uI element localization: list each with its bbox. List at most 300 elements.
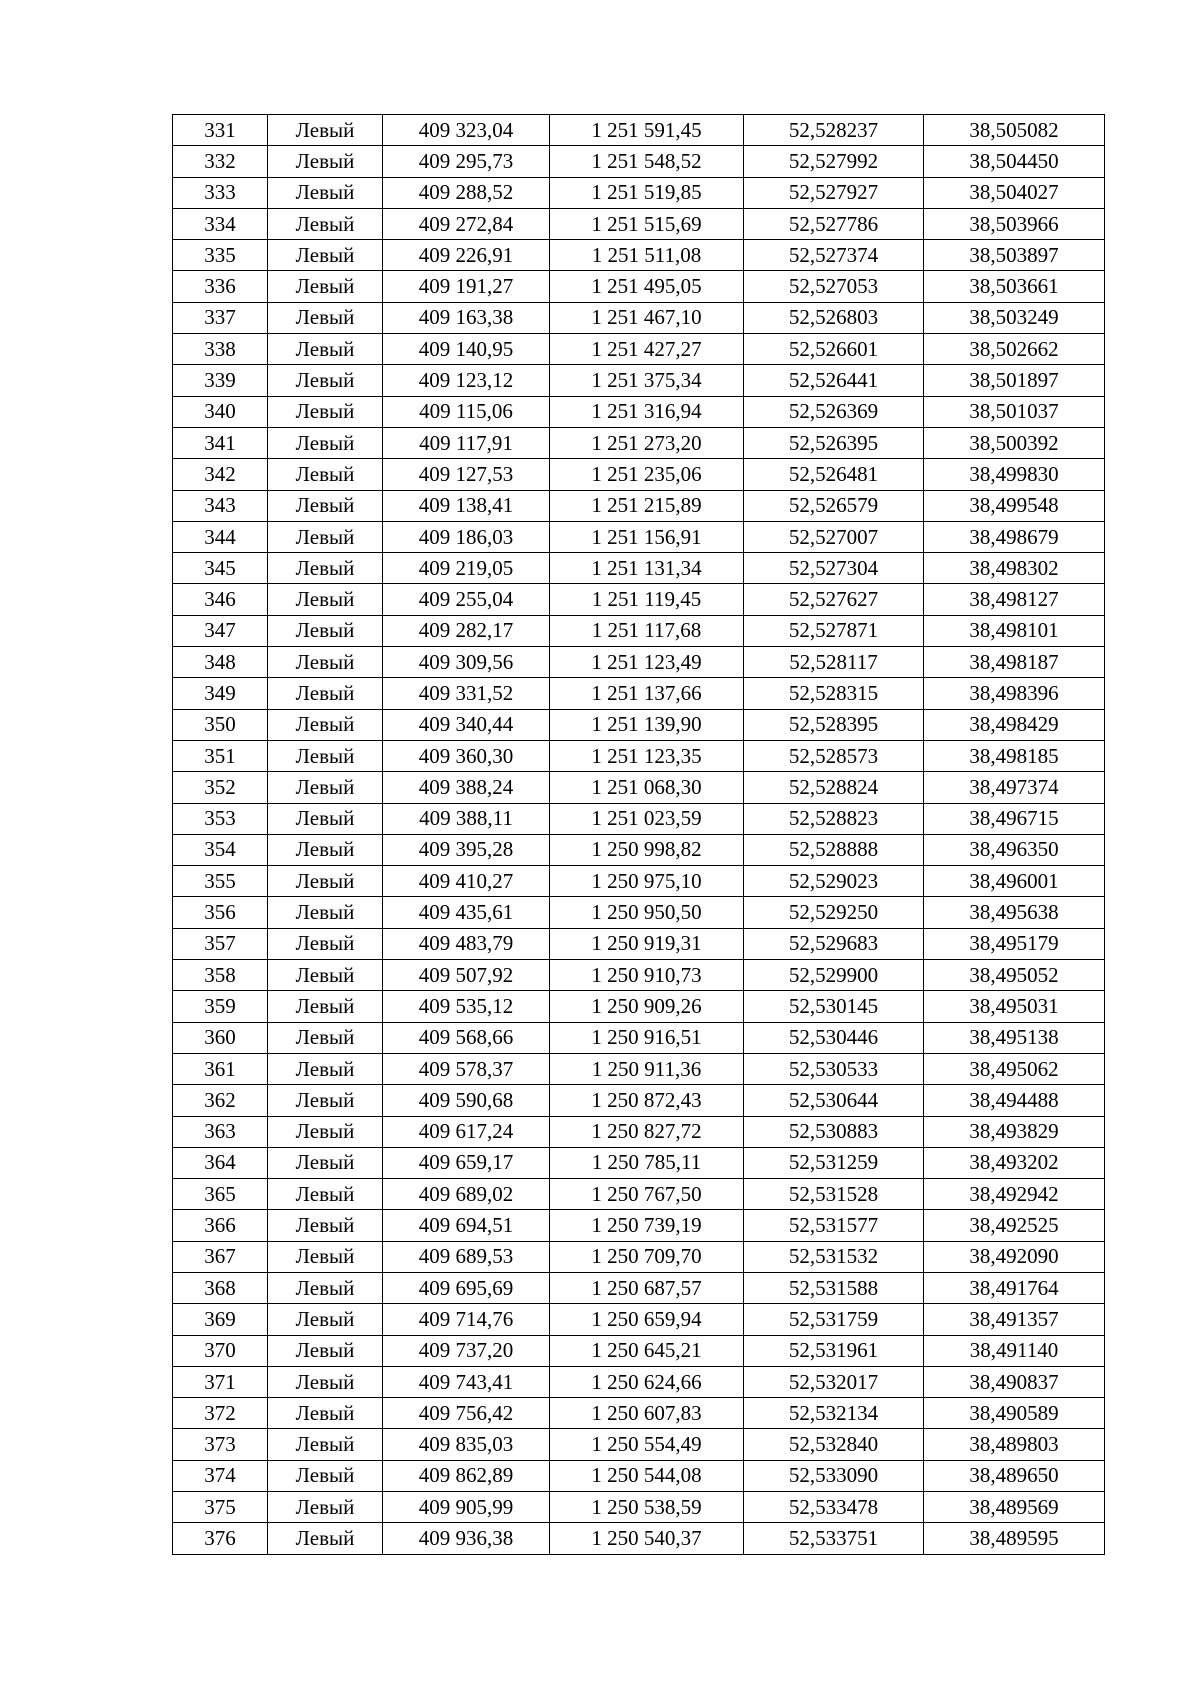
latitude-cell: 52,531588 <box>744 1272 924 1303</box>
x-coordinate-cell: 409 617,24 <box>383 1116 550 1147</box>
x-coordinate-cell: 409 140,95 <box>383 334 550 365</box>
x-coordinate-cell: 409 163,38 <box>383 302 550 333</box>
point-number-cell: 334 <box>173 208 268 239</box>
y-coordinate-cell: 1 251 316,94 <box>550 396 744 427</box>
x-coordinate-cell: 409 309,56 <box>383 647 550 678</box>
longitude-cell: 38,499830 <box>924 459 1105 490</box>
table-row <box>173 991 1105 1022</box>
y-coordinate-cell: 1 250 919,31 <box>550 928 744 959</box>
x-coordinate-cell: 409 936,38 <box>383 1523 550 1554</box>
x-coordinate-cell: 409 186,03 <box>383 521 550 552</box>
point-number-cell: 331 <box>173 115 268 146</box>
latitude-cell: 52,526803 <box>744 302 924 333</box>
table-row <box>173 866 1105 897</box>
latitude-cell: 52,528888 <box>744 834 924 865</box>
x-coordinate-cell: 409 117,91 <box>383 427 550 458</box>
side-cell: Левый <box>268 1179 383 1210</box>
latitude-cell: 52,532134 <box>744 1398 924 1429</box>
y-coordinate-cell: 1 250 739,19 <box>550 1210 744 1241</box>
table-row <box>173 115 1105 146</box>
longitude-cell: 38,491357 <box>924 1304 1105 1335</box>
latitude-cell: 52,528395 <box>744 709 924 740</box>
point-number-cell: 333 <box>173 177 268 208</box>
latitude-cell: 52,526579 <box>744 490 924 521</box>
longitude-cell: 38,495638 <box>924 897 1105 928</box>
latitude-cell: 52,526369 <box>744 396 924 427</box>
y-coordinate-cell: 1 250 624,66 <box>550 1366 744 1397</box>
side-cell: Левый <box>268 1398 383 1429</box>
x-coordinate-cell: 409 115,06 <box>383 396 550 427</box>
side-cell: Левый <box>268 146 383 177</box>
x-coordinate-cell: 409 694,51 <box>383 1210 550 1241</box>
y-coordinate-cell: 1 251 515,69 <box>550 208 744 239</box>
longitude-cell: 38,503966 <box>924 208 1105 239</box>
latitude-cell: 52,531532 <box>744 1241 924 1272</box>
table-row <box>173 928 1105 959</box>
table-row <box>173 1179 1105 1210</box>
point-number-cell: 357 <box>173 928 268 959</box>
side-cell: Левый <box>268 553 383 584</box>
x-coordinate-cell: 409 282,17 <box>383 615 550 646</box>
table-row <box>173 1429 1105 1460</box>
latitude-cell: 52,528315 <box>744 678 924 709</box>
longitude-cell: 38,489803 <box>924 1429 1105 1460</box>
x-coordinate-cell: 409 395,28 <box>383 834 550 865</box>
y-coordinate-cell: 1 251 123,49 <box>550 647 744 678</box>
point-number-cell: 350 <box>173 709 268 740</box>
point-number-cell: 342 <box>173 459 268 490</box>
longitude-cell: 38,495062 <box>924 1053 1105 1084</box>
side-cell: Левый <box>268 271 383 302</box>
longitude-cell: 38,493829 <box>924 1116 1105 1147</box>
table-row <box>173 1147 1105 1178</box>
x-coordinate-cell: 409 360,30 <box>383 740 550 771</box>
latitude-cell: 52,528823 <box>744 803 924 834</box>
point-number-cell: 353 <box>173 803 268 834</box>
y-coordinate-cell: 1 251 519,85 <box>550 177 744 208</box>
point-number-cell: 354 <box>173 834 268 865</box>
table-row <box>173 1116 1105 1147</box>
y-coordinate-cell: 1 250 554,49 <box>550 1429 744 1460</box>
side-cell: Левый <box>268 1053 383 1084</box>
x-coordinate-cell: 409 568,66 <box>383 1022 550 1053</box>
point-number-cell: 371 <box>173 1366 268 1397</box>
side-cell: Левый <box>268 1492 383 1523</box>
side-cell: Левый <box>268 459 383 490</box>
latitude-cell: 52,528237 <box>744 115 924 146</box>
x-coordinate-cell: 409 295,73 <box>383 146 550 177</box>
table-row <box>173 740 1105 771</box>
point-number-cell: 349 <box>173 678 268 709</box>
point-number-cell: 365 <box>173 1179 268 1210</box>
table-row <box>173 302 1105 333</box>
longitude-cell: 38,502662 <box>924 334 1105 365</box>
side-cell: Левый <box>268 1241 383 1272</box>
x-coordinate-cell: 409 590,68 <box>383 1085 550 1116</box>
point-number-cell: 366 <box>173 1210 268 1241</box>
x-coordinate-cell: 409 323,04 <box>383 115 550 146</box>
longitude-cell: 38,503661 <box>924 271 1105 302</box>
longitude-cell: 38,489650 <box>924 1460 1105 1491</box>
y-coordinate-cell: 1 250 659,94 <box>550 1304 744 1335</box>
x-coordinate-cell: 409 138,41 <box>383 490 550 521</box>
point-number-cell: 362 <box>173 1085 268 1116</box>
table-row <box>173 1492 1105 1523</box>
table-row <box>173 459 1105 490</box>
y-coordinate-cell: 1 251 123,35 <box>550 740 744 771</box>
table-row <box>173 615 1105 646</box>
side-cell: Левый <box>268 834 383 865</box>
latitude-cell: 52,529900 <box>744 960 924 991</box>
point-number-cell: 346 <box>173 584 268 615</box>
table-row <box>173 1053 1105 1084</box>
side-cell: Левый <box>268 521 383 552</box>
side-cell: Левый <box>268 928 383 959</box>
coordinates-table <box>172 114 1105 1555</box>
point-number-cell: 370 <box>173 1335 268 1366</box>
longitude-cell: 38,505082 <box>924 115 1105 146</box>
point-number-cell: 360 <box>173 1022 268 1053</box>
latitude-cell: 52,527007 <box>744 521 924 552</box>
side-cell: Левый <box>268 615 383 646</box>
y-coordinate-cell: 1 251 375,34 <box>550 365 744 396</box>
latitude-cell: 52,526481 <box>744 459 924 490</box>
longitude-cell: 38,498302 <box>924 553 1105 584</box>
latitude-cell: 52,530533 <box>744 1053 924 1084</box>
y-coordinate-cell: 1 250 909,26 <box>550 991 744 1022</box>
longitude-cell: 38,490589 <box>924 1398 1105 1429</box>
y-coordinate-cell: 1 250 872,43 <box>550 1085 744 1116</box>
side-cell: Левый <box>268 1210 383 1241</box>
side-cell: Левый <box>268 678 383 709</box>
point-number-cell: 375 <box>173 1492 268 1523</box>
x-coordinate-cell: 409 288,52 <box>383 177 550 208</box>
longitude-cell: 38,496715 <box>924 803 1105 834</box>
y-coordinate-cell: 1 251 119,45 <box>550 584 744 615</box>
longitude-cell: 38,495138 <box>924 1022 1105 1053</box>
y-coordinate-cell: 1 251 427,27 <box>550 334 744 365</box>
x-coordinate-cell: 409 127,53 <box>383 459 550 490</box>
table-row <box>173 960 1105 991</box>
point-number-cell: 356 <box>173 897 268 928</box>
point-number-cell: 374 <box>173 1460 268 1491</box>
y-coordinate-cell: 1 250 645,21 <box>550 1335 744 1366</box>
table-row <box>173 1335 1105 1366</box>
y-coordinate-cell: 1 250 687,57 <box>550 1272 744 1303</box>
latitude-cell: 52,532017 <box>744 1366 924 1397</box>
point-number-cell: 338 <box>173 334 268 365</box>
y-coordinate-cell: 1 250 950,50 <box>550 897 744 928</box>
latitude-cell: 52,527992 <box>744 146 924 177</box>
longitude-cell: 38,503897 <box>924 240 1105 271</box>
latitude-cell: 52,526601 <box>744 334 924 365</box>
point-number-cell: 355 <box>173 866 268 897</box>
latitude-cell: 52,527927 <box>744 177 924 208</box>
x-coordinate-cell: 409 123,12 <box>383 365 550 396</box>
table-row <box>173 490 1105 521</box>
table-row <box>173 146 1105 177</box>
x-coordinate-cell: 409 862,89 <box>383 1460 550 1491</box>
point-number-cell: 344 <box>173 521 268 552</box>
side-cell: Левый <box>268 991 383 1022</box>
point-number-cell: 367 <box>173 1241 268 1272</box>
side-cell: Левый <box>268 1460 383 1491</box>
point-number-cell: 364 <box>173 1147 268 1178</box>
y-coordinate-cell: 1 250 910,73 <box>550 960 744 991</box>
x-coordinate-cell: 409 507,92 <box>383 960 550 991</box>
table-row <box>173 897 1105 928</box>
y-coordinate-cell: 1 251 511,08 <box>550 240 744 271</box>
table-row <box>173 678 1105 709</box>
point-number-cell: 361 <box>173 1053 268 1084</box>
longitude-cell: 38,495031 <box>924 991 1105 1022</box>
table-row <box>173 177 1105 208</box>
table-row <box>173 1085 1105 1116</box>
side-cell: Левый <box>268 1429 383 1460</box>
longitude-cell: 38,493202 <box>924 1147 1105 1178</box>
side-cell: Левый <box>268 1147 383 1178</box>
side-cell: Левый <box>268 302 383 333</box>
longitude-cell: 38,498429 <box>924 709 1105 740</box>
longitude-cell: 38,498187 <box>924 647 1105 678</box>
x-coordinate-cell: 409 689,02 <box>383 1179 550 1210</box>
longitude-cell: 38,491764 <box>924 1272 1105 1303</box>
x-coordinate-cell: 409 835,03 <box>383 1429 550 1460</box>
x-coordinate-cell: 409 331,52 <box>383 678 550 709</box>
x-coordinate-cell: 409 219,05 <box>383 553 550 584</box>
latitude-cell: 52,528573 <box>744 740 924 771</box>
side-cell: Левый <box>268 334 383 365</box>
y-coordinate-cell: 1 250 767,50 <box>550 1179 744 1210</box>
longitude-cell: 38,491140 <box>924 1335 1105 1366</box>
table-row <box>173 396 1105 427</box>
point-number-cell: 368 <box>173 1272 268 1303</box>
longitude-cell: 38,492090 <box>924 1241 1105 1272</box>
x-coordinate-cell: 409 578,37 <box>383 1053 550 1084</box>
table-row <box>173 208 1105 239</box>
x-coordinate-cell: 409 659,17 <box>383 1147 550 1178</box>
y-coordinate-cell: 1 250 544,08 <box>550 1460 744 1491</box>
y-coordinate-cell: 1 250 607,83 <box>550 1398 744 1429</box>
x-coordinate-cell: 409 483,79 <box>383 928 550 959</box>
longitude-cell: 38,504450 <box>924 146 1105 177</box>
longitude-cell: 38,497374 <box>924 772 1105 803</box>
side-cell: Левый <box>268 772 383 803</box>
side-cell: Левый <box>268 960 383 991</box>
latitude-cell: 52,531961 <box>744 1335 924 1366</box>
point-number-cell: 373 <box>173 1429 268 1460</box>
table-row <box>173 1022 1105 1053</box>
point-number-cell: 369 <box>173 1304 268 1335</box>
y-coordinate-cell: 1 251 137,66 <box>550 678 744 709</box>
x-coordinate-cell: 409 535,12 <box>383 991 550 1022</box>
latitude-cell: 52,527871 <box>744 615 924 646</box>
x-coordinate-cell: 409 905,99 <box>383 1492 550 1523</box>
latitude-cell: 52,531577 <box>744 1210 924 1241</box>
y-coordinate-cell: 1 250 827,72 <box>550 1116 744 1147</box>
point-number-cell: 340 <box>173 396 268 427</box>
table-row <box>173 1272 1105 1303</box>
side-cell: Левый <box>268 427 383 458</box>
point-number-cell: 351 <box>173 740 268 771</box>
y-coordinate-cell: 1 251 235,06 <box>550 459 744 490</box>
longitude-cell: 38,489569 <box>924 1492 1105 1523</box>
latitude-cell: 52,530883 <box>744 1116 924 1147</box>
longitude-cell: 38,495179 <box>924 928 1105 959</box>
x-coordinate-cell: 409 435,61 <box>383 897 550 928</box>
longitude-cell: 38,499548 <box>924 490 1105 521</box>
x-coordinate-cell: 409 756,42 <box>383 1398 550 1429</box>
point-number-cell: 341 <box>173 427 268 458</box>
point-number-cell: 336 <box>173 271 268 302</box>
latitude-cell: 52,532840 <box>744 1429 924 1460</box>
longitude-cell: 38,489595 <box>924 1523 1105 1554</box>
longitude-cell: 38,498396 <box>924 678 1105 709</box>
y-coordinate-cell: 1 251 495,05 <box>550 271 744 302</box>
y-coordinate-cell: 1 250 916,51 <box>550 1022 744 1053</box>
side-cell: Левый <box>268 365 383 396</box>
y-coordinate-cell: 1 251 273,20 <box>550 427 744 458</box>
longitude-cell: 38,501037 <box>924 396 1105 427</box>
x-coordinate-cell: 409 255,04 <box>383 584 550 615</box>
point-number-cell: 332 <box>173 146 268 177</box>
x-coordinate-cell: 409 388,11 <box>383 803 550 834</box>
latitude-cell: 52,527374 <box>744 240 924 271</box>
latitude-cell: 52,533751 <box>744 1523 924 1554</box>
y-coordinate-cell: 1 250 538,59 <box>550 1492 744 1523</box>
longitude-cell: 38,495052 <box>924 960 1105 991</box>
side-cell: Левый <box>268 1366 383 1397</box>
y-coordinate-cell: 1 250 998,82 <box>550 834 744 865</box>
table-row <box>173 553 1105 584</box>
table-row <box>173 1366 1105 1397</box>
latitude-cell: 52,529250 <box>744 897 924 928</box>
latitude-cell: 52,528117 <box>744 647 924 678</box>
table-row <box>173 271 1105 302</box>
latitude-cell: 52,529023 <box>744 866 924 897</box>
longitude-cell: 38,490837 <box>924 1366 1105 1397</box>
longitude-cell: 38,501897 <box>924 365 1105 396</box>
longitude-cell: 38,504027 <box>924 177 1105 208</box>
side-cell: Левый <box>268 1523 383 1554</box>
latitude-cell: 52,530145 <box>744 991 924 1022</box>
point-number-cell: 358 <box>173 960 268 991</box>
table-row <box>173 1398 1105 1429</box>
y-coordinate-cell: 1 251 548,52 <box>550 146 744 177</box>
point-number-cell: 339 <box>173 365 268 396</box>
side-cell: Левый <box>268 1304 383 1335</box>
latitude-cell: 52,526441 <box>744 365 924 396</box>
side-cell: Левый <box>268 709 383 740</box>
latitude-cell: 52,527627 <box>744 584 924 615</box>
x-coordinate-cell: 409 714,76 <box>383 1304 550 1335</box>
side-cell: Левый <box>268 1335 383 1366</box>
y-coordinate-cell: 1 250 540,37 <box>550 1523 744 1554</box>
y-coordinate-cell: 1 250 785,11 <box>550 1147 744 1178</box>
latitude-cell: 52,527304 <box>744 553 924 584</box>
side-cell: Левый <box>268 115 383 146</box>
latitude-cell: 52,531259 <box>744 1147 924 1178</box>
point-number-cell: 352 <box>173 772 268 803</box>
table-row <box>173 1210 1105 1241</box>
table-row <box>173 1523 1105 1554</box>
longitude-cell: 38,498127 <box>924 584 1105 615</box>
table-row <box>173 584 1105 615</box>
side-cell: Левый <box>268 1085 383 1116</box>
longitude-cell: 38,498185 <box>924 740 1105 771</box>
side-cell: Левый <box>268 803 383 834</box>
latitude-cell: 52,530446 <box>744 1022 924 1053</box>
latitude-cell: 52,533090 <box>744 1460 924 1491</box>
x-coordinate-cell: 409 410,27 <box>383 866 550 897</box>
point-number-cell: 343 <box>173 490 268 521</box>
table-body <box>173 115 1105 1555</box>
side-cell: Левый <box>268 490 383 521</box>
side-cell: Левый <box>268 647 383 678</box>
side-cell: Левый <box>268 177 383 208</box>
side-cell: Левый <box>268 240 383 271</box>
side-cell: Левый <box>268 897 383 928</box>
y-coordinate-cell: 1 251 156,91 <box>550 521 744 552</box>
y-coordinate-cell: 1 250 975,10 <box>550 866 744 897</box>
table-row <box>173 240 1105 271</box>
latitude-cell: 52,528824 <box>744 772 924 803</box>
longitude-cell: 38,503249 <box>924 302 1105 333</box>
table-row <box>173 834 1105 865</box>
table-row <box>173 772 1105 803</box>
table-row <box>173 427 1105 458</box>
side-cell: Левый <box>268 208 383 239</box>
table-row <box>173 334 1105 365</box>
x-coordinate-cell: 409 191,27 <box>383 271 550 302</box>
y-coordinate-cell: 1 251 467,10 <box>550 302 744 333</box>
table-row <box>173 365 1105 396</box>
longitude-cell: 38,496001 <box>924 866 1105 897</box>
y-coordinate-cell: 1 251 131,34 <box>550 553 744 584</box>
latitude-cell: 52,530644 <box>744 1085 924 1116</box>
latitude-cell: 52,533478 <box>744 1492 924 1523</box>
y-coordinate-cell: 1 250 911,36 <box>550 1053 744 1084</box>
table-row <box>173 521 1105 552</box>
table-row <box>173 1460 1105 1491</box>
latitude-cell: 52,531759 <box>744 1304 924 1335</box>
side-cell: Левый <box>268 1272 383 1303</box>
x-coordinate-cell: 409 340,44 <box>383 709 550 740</box>
point-number-cell: 372 <box>173 1398 268 1429</box>
longitude-cell: 38,498679 <box>924 521 1105 552</box>
side-cell: Левый <box>268 584 383 615</box>
longitude-cell: 38,496350 <box>924 834 1105 865</box>
point-number-cell: 348 <box>173 647 268 678</box>
x-coordinate-cell: 409 743,41 <box>383 1366 550 1397</box>
table-row <box>173 709 1105 740</box>
y-coordinate-cell: 1 251 117,68 <box>550 615 744 646</box>
point-number-cell: 347 <box>173 615 268 646</box>
y-coordinate-cell: 1 251 591,45 <box>550 115 744 146</box>
y-coordinate-cell: 1 250 709,70 <box>550 1241 744 1272</box>
longitude-cell: 38,500392 <box>924 427 1105 458</box>
y-coordinate-cell: 1 251 139,90 <box>550 709 744 740</box>
longitude-cell: 38,492525 <box>924 1210 1105 1241</box>
point-number-cell: 359 <box>173 991 268 1022</box>
x-coordinate-cell: 409 272,84 <box>383 208 550 239</box>
latitude-cell: 52,529683 <box>744 928 924 959</box>
side-cell: Левый <box>268 866 383 897</box>
table-row <box>173 647 1105 678</box>
table-row <box>173 803 1105 834</box>
y-coordinate-cell: 1 251 023,59 <box>550 803 744 834</box>
side-cell: Левый <box>268 1022 383 1053</box>
